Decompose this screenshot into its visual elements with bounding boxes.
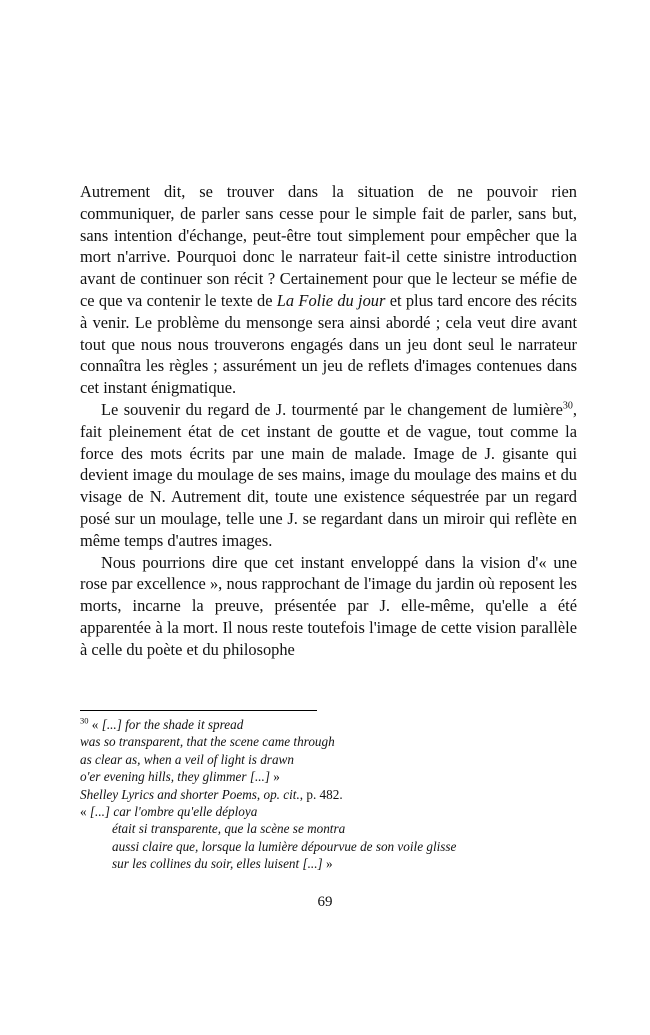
footnote-line-4: [80, 768, 577, 785]
footnote-fr-line-4: [80, 855, 577, 872]
footnote-close-quote: »: [269, 769, 280, 785]
footnote-verse-4: o'er evening hills, they glimmer [...]: [80, 769, 270, 785]
footnote-verse-3: as clear as, when a veil of light is drawn: [80, 751, 294, 767]
paragraph-1: [80, 181, 577, 399]
footnote-open-quote: «: [88, 717, 102, 732]
fr-verse-4: sur les collines du soir, elles luisent [...]: [112, 856, 323, 872]
footnote-source: [80, 786, 577, 803]
paragraph-2: [80, 399, 577, 552]
paragraph-3-text: Nous pourrions dire que cet instant enveloppé dans la vision d'« une rose par excellence », nous rapprochant de l'image du jardin où reposent les morts, incarne la preuve, présentée par J. elle-même, qu'elle a été apparentée à la mort. Il nous reste toutefois l'image de cette vision parallèle à celle du poète et du philosophe: [80, 552, 577, 659]
book-title-la-folie-du-jour: La Folie du jour: [276, 290, 386, 310]
page-number: 69: [317, 894, 333, 910]
body-text: [80, 181, 577, 661]
footnote-reference[interactable]: 30: [562, 400, 573, 412]
paragraph-2-end: , fait pleinement état de cet instant de goutte et de vague, tout comme la force des mots écrits par une main de malade. Image de J. gisante qui devient image du moulage de ses mains, image du moulage des mains et du visage de N. Autrement dit, toute une existence séquestrée par un regard posé sur un moulage, telle une J. se regardant dans un miroir qui reflète en même temps d'autres images.: [80, 399, 577, 550]
source-op-cit: op. cit.: [263, 786, 300, 802]
source-separator: ,: [256, 786, 264, 802]
paragraph-1-end: et plus tard encore des récits à venir. Le problème du mensonge sera ainsi abordé ; cela veut dire avant tout que nous nous trouverons engagés dans un jeu dont seul le narrateur connaîtra les règles ; assurément un jeu de reflets d'images contenues dans cet instant énigmatique.: [80, 290, 577, 398]
paragraph-3: [80, 552, 577, 661]
footnote-line-1: [80, 716, 577, 733]
fr-verse-2: était si transparente, que la scène se montra: [112, 821, 346, 837]
footnote-fr-line-1: [80, 803, 577, 820]
footnote-verse-1: [...] for the shade it spread: [101, 717, 244, 732]
source-title: Shelley Lyrics and shorter Poems: [80, 786, 257, 802]
footnote-separator: [80, 710, 317, 711]
fr-verse-1: [...] car l'ombre qu'elle déploya: [89, 804, 258, 820]
footnote-verse-2: was so transparent, that the scene came through: [80, 734, 335, 750]
fr-verse-3: aussi claire que, lorsque la lumière dépourvue de son voile glisse: [112, 838, 457, 854]
fr-open-quote: «: [80, 804, 90, 820]
fr-close-quote: »: [322, 856, 333, 872]
footnotes: [80, 716, 577, 873]
paragraph-1-text: Autrement dit, se trouver dans la situation de ne pouvoir rien communiquer, de parler sans cesse pour le simple fait de parler, sans but, sans intention d'échange, peut-être tout simplement pour empêcher que la mort n'arrive. Pourquoi donc le narrateur fait-il cette sinistre introduction avant de continuer son récit ? Certainement pour que le lecteur se méfie de ce que va contenir le texte de: [80, 182, 577, 310]
paragraph-2-start: Le souvenir du regard de J. tourmenté par le changement de lumière: [101, 399, 563, 419]
source-page: , p. 482.: [299, 786, 343, 802]
footnote-number: 30: [80, 715, 89, 726]
